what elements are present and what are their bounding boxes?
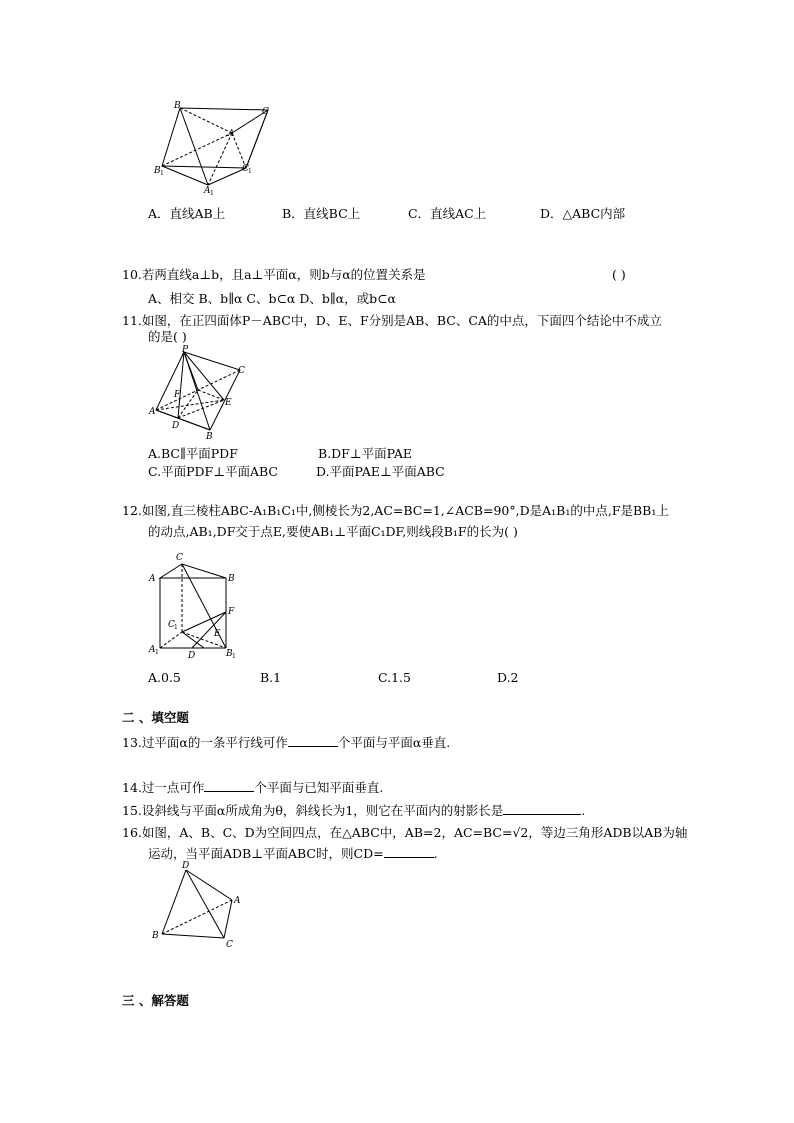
q16-line2: 运动，当平面ADB⊥平面ABC时，则CD= . xyxy=(148,846,438,861)
q11-option-a: A.BC∥平面PDF xyxy=(148,446,238,461)
q16-line1: 16.如图，A、B、C、D为空间四点，在△ABC中，AB=2，AC=BC=√2，等边三角形ADB以AB为轴 xyxy=(122,825,688,840)
label-C1: C xyxy=(168,620,175,630)
q12-option-d: D.2 xyxy=(497,670,519,685)
q9-option-c: C．直线AC上 xyxy=(408,206,487,221)
q11-stem-line2: 的是( ) xyxy=(148,329,187,344)
q11-option-b: B.DF⊥平面PAE xyxy=(318,446,413,461)
q9-option-d: D．△ABC内部 xyxy=(540,206,626,221)
q9-option-a: A．直线AB上 xyxy=(148,206,226,221)
label-A: A xyxy=(228,129,235,139)
svg-text:1: 1 xyxy=(174,624,178,631)
svg-text:1: 1 xyxy=(210,190,214,197)
label-F: F xyxy=(228,607,235,617)
label-A1: A xyxy=(149,645,156,655)
svg-text:1: 1 xyxy=(232,653,236,660)
q14: 14.过一点可作 个平面与已知平面垂直. xyxy=(122,780,384,795)
q12-stem-line2: 的动点,AB₁,DF交于点E,要使AB₁⊥平面C₁DF,则线段B₁F的长为( ) xyxy=(148,524,518,539)
svg-text:1: 1 xyxy=(160,170,164,177)
q12-stem-line1: 12.如图,直三棱柱ABC-A₁B₁C₁中,侧棱长为2,AC=BC=1,∠ACB=90°,D是A₁B₁的中点,F是BB₁上 xyxy=(122,503,669,518)
q16-tetrahedron-figure xyxy=(150,860,250,950)
q11-tetrahedron-figure xyxy=(148,346,258,442)
q15: 15.设斜线与平面α所成角为θ，斜线长为1，则它在平面内的射影长是 . xyxy=(122,803,586,818)
q12-option-c: C.1.5 xyxy=(378,670,411,685)
svg-text:1: 1 xyxy=(155,649,159,656)
q14-blank xyxy=(204,779,254,792)
label-A: A xyxy=(149,407,156,417)
q10-options: A、相交 B、b∥α C、b⊂α D、b∥α，或b⊂α xyxy=(148,291,396,306)
q12-option-b: B.1 xyxy=(260,670,282,685)
label-C: C xyxy=(238,366,245,376)
label-A: A xyxy=(149,574,156,584)
q11-stem-line1: 11.如图，在正四面体P－ABC中，D、E、F分别是AB、BC、CA的中点，下面四个结论中不成立 xyxy=(122,313,662,328)
label-B: B xyxy=(228,574,235,584)
q9-prism-figure xyxy=(150,100,280,200)
q11-option-d: D.平面PAE⊥平面ABC xyxy=(316,464,445,479)
label-F: F xyxy=(174,390,181,400)
q9-option-b: B．直线BC上 xyxy=(282,206,361,221)
label-D: D xyxy=(182,861,190,871)
label-C: C xyxy=(262,107,269,117)
q13-blank xyxy=(288,734,338,747)
label-C1: C xyxy=(242,164,249,174)
label-E: E xyxy=(225,398,232,408)
label-P: P xyxy=(182,345,189,355)
label-D: D xyxy=(172,421,180,431)
label-B1: B xyxy=(226,649,233,659)
label-B1: B xyxy=(154,166,161,176)
q10-stem: 10.若两直线a⊥b，且a⊥平面α，则b与α的位置关系是 xyxy=(122,267,426,282)
label-A1: A xyxy=(204,186,211,196)
svg-text:1: 1 xyxy=(248,168,252,175)
q13: 13.过平面α的一条平行线可作 个平面与平面α垂直. xyxy=(122,735,451,750)
q11-option-c: C.平面PDF⊥平面ABC xyxy=(148,464,278,479)
label-A: A xyxy=(234,896,241,906)
section-answer-heading: 三 、解答题 xyxy=(122,993,189,1008)
label-B: B xyxy=(206,432,213,442)
label-C: C xyxy=(176,553,183,563)
q12-option-a: A.0.5 xyxy=(148,670,181,685)
label-D: D xyxy=(188,651,196,661)
label-B: B xyxy=(174,101,181,111)
q12-prism-figure xyxy=(146,548,246,663)
label-B: B xyxy=(152,931,159,941)
q10-paren: ( ) xyxy=(612,267,626,282)
q15-blank xyxy=(503,802,581,815)
label-E: E xyxy=(214,629,221,639)
label-C: C xyxy=(226,940,233,950)
section-fill-blank-heading: 二 、填空题 xyxy=(122,710,189,725)
q16-blank xyxy=(384,845,434,858)
